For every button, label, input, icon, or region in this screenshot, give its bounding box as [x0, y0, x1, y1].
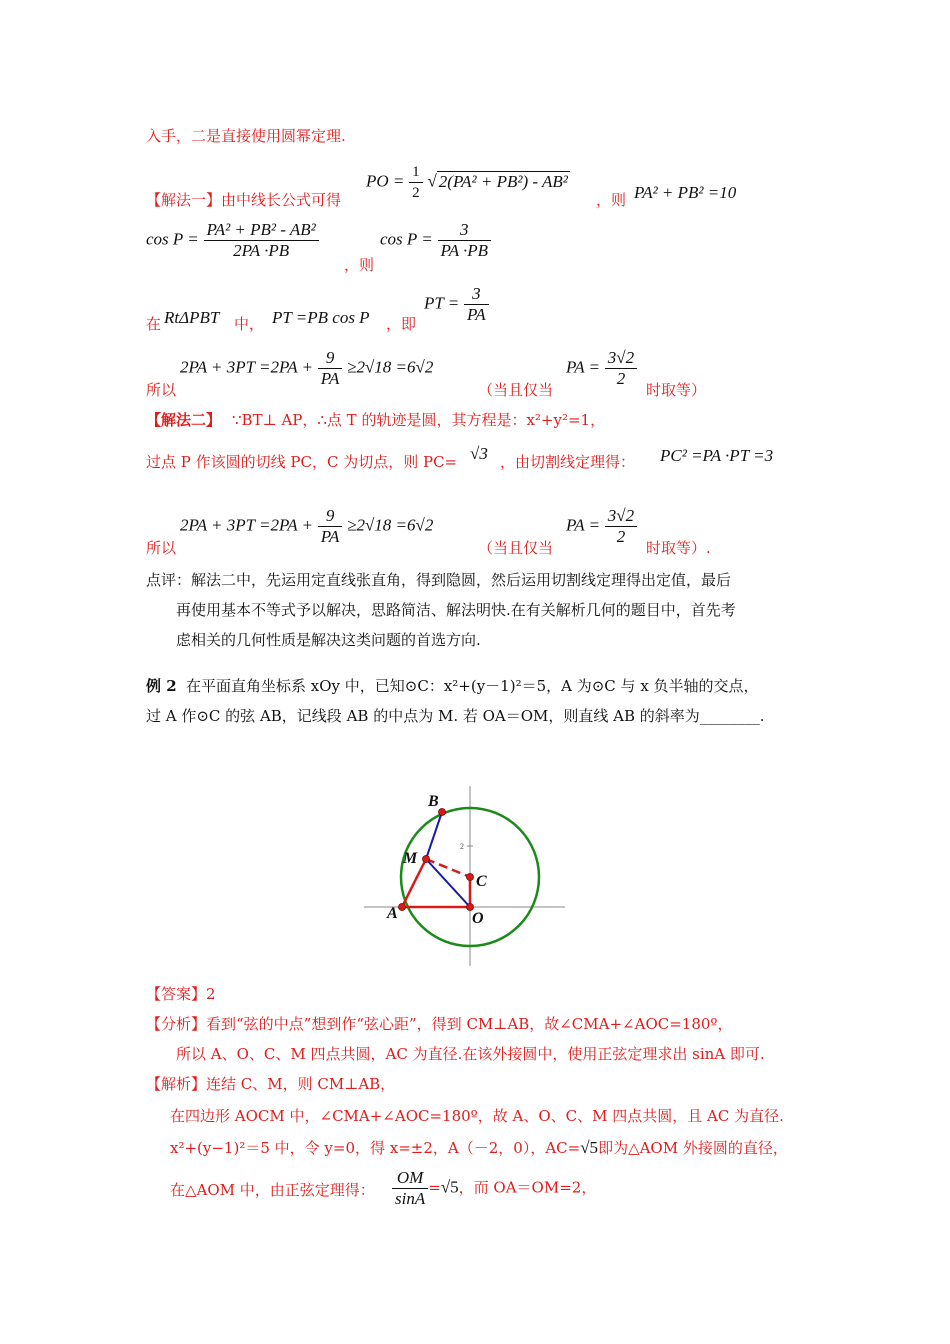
label-c: C — [476, 873, 487, 890]
segment-mc — [426, 859, 470, 877]
therefore-2: 所以 — [146, 539, 177, 557]
point-b — [439, 809, 446, 816]
intro-line: 入手，二是直接使用圆幂定理. — [146, 127, 346, 145]
method1-then: ，则 — [596, 191, 627, 209]
cos-formula-2: cos P = $\frac{3}{PA \cdot PB}$ — [380, 220, 491, 261]
rt-ji: ，即 — [386, 315, 417, 333]
cos-formula-1: cos P = $\frac{\text{PA² + PB² - AB²}}{2PA \cdot PB}$ — [146, 220, 319, 261]
comment-line-1: 点评：解法二中，先运用定直线张直角，得到隐圆，然后运用切割线定理得出定值，最后 — [146, 571, 732, 589]
tick-label-2: 2 — [460, 842, 464, 851]
sqrt3: √3 — [470, 444, 488, 463]
analysis-line-2: 所以 A、O、C、M 四点共圆，AC 为直径.在该外接圆中，使用正弦定理求出 sinA 即可. — [176, 1045, 765, 1063]
pt-formula: PT = $\frac{3}{PA}$ — [424, 284, 489, 325]
example2-line-2: 过 A 作⊙C 的弦 AB，记线段 AB 的中点为 M. 若 OA＝OM，则直线 AB 的斜率为________. — [146, 707, 765, 725]
label-a: A — [387, 905, 398, 922]
solution-line-1: 【解析】连结 C、M，则 CM⊥AB， — [146, 1075, 396, 1093]
comment-line-3: 虑相关的几何性质是解决这类问题的首选方向. — [176, 631, 481, 649]
method2-text2: 过点 P 作该圆的切线 PC，C 为切点，则 PC= — [146, 453, 458, 471]
equality-note-open-2: （当且仅当 — [478, 539, 554, 557]
segment-mo — [426, 859, 470, 907]
point-m — [423, 856, 430, 863]
rt-triangle: RtΔPBT — [164, 308, 220, 327]
median-formula: PO = $\frac{1}{2}$ √ 2(PA² + PB²) - AB² — [366, 164, 568, 201]
method2-label: 【解法二】 — [146, 411, 222, 429]
solution-line-4-pre: 在△AOM 中，由正弦定理得： — [170, 1181, 375, 1199]
equality-note-close-2: 时取等）. — [646, 539, 711, 557]
sine-law-formula: $\frac{OM}{\sin A}$ =√5，而 OA＝OM=2， — [392, 1168, 596, 1209]
therefore-1: 所以 — [146, 381, 177, 399]
equality-note-open-1: （当且仅当 — [478, 381, 554, 399]
answer-line: 【答案】2 — [146, 985, 216, 1003]
rt-mid: 中， — [234, 315, 265, 333]
sum-squares-result: PA² + PB² =10 — [634, 183, 737, 202]
method2-text1: ∵BT⊥ AP，∴点 T 的轨迹是圆，其方程是：x²+y²=1， — [232, 411, 606, 429]
point-c — [467, 874, 474, 881]
method1-label: 【解法一】由中线长公式可得 — [146, 191, 342, 209]
solution-line-2: 在四边形 AOCM 中，∠CMA+∠AOC=180º，故 A、O、C、M 四点共圆，且 AC 为直径. — [170, 1107, 784, 1125]
geometry-figure — [360, 780, 570, 970]
cos-then: ，则 — [344, 256, 375, 274]
point-a — [399, 904, 406, 911]
pt-cos-formula: PT =PB cos P — [272, 308, 370, 327]
rt-prefix: 在 — [146, 315, 162, 333]
solution-line-3: x²+(y−1)²＝5 中，令 y=0，得 x=±2，A（－2，0），AC=√5即为△AOM 外接圆的直径， — [170, 1138, 788, 1157]
secant-formula: PC² =PA ·PT =3 — [660, 446, 774, 465]
method2-text3: ，由切割线定理得： — [500, 453, 636, 471]
comment-line-2: 再使用基本不等式予以解决，思路简洁、解法明快.在有关解析几何的题目中，首先考 — [176, 601, 736, 619]
equality-note-close-1: 时取等） — [646, 381, 707, 399]
label-b: B — [428, 793, 439, 810]
analysis-line-1: 【分析】看到“弦的中点”想到作“弦心距”，得到 CM⊥AB，故∠CMA+∠AOC=180º， — [146, 1015, 733, 1033]
inequality-2: 2PA + 3PT =2PA + $\frac{9}{PA}$ ≥2√18 =6√2 — [180, 506, 434, 546]
example2-label: 例 2 — [146, 677, 177, 695]
inequality-1: 2PA + 3PT =2PA + $\frac{9}{PA}$ ≥2√18 =6√2 — [180, 348, 434, 388]
pa-value-2: PA = $\frac{3√2}{2}$ — [566, 506, 637, 547]
label-m: M — [403, 850, 418, 867]
pa-value-1: PA = $\frac{3√2}{2}$ — [566, 348, 637, 389]
label-o: O — [472, 910, 484, 927]
example2-line-1: 在平面直角坐标系 xOy 中，已知⊙C：x²+(y－1)²＝5，A 为⊙C 与 x 负半轴的交点， — [186, 677, 759, 695]
